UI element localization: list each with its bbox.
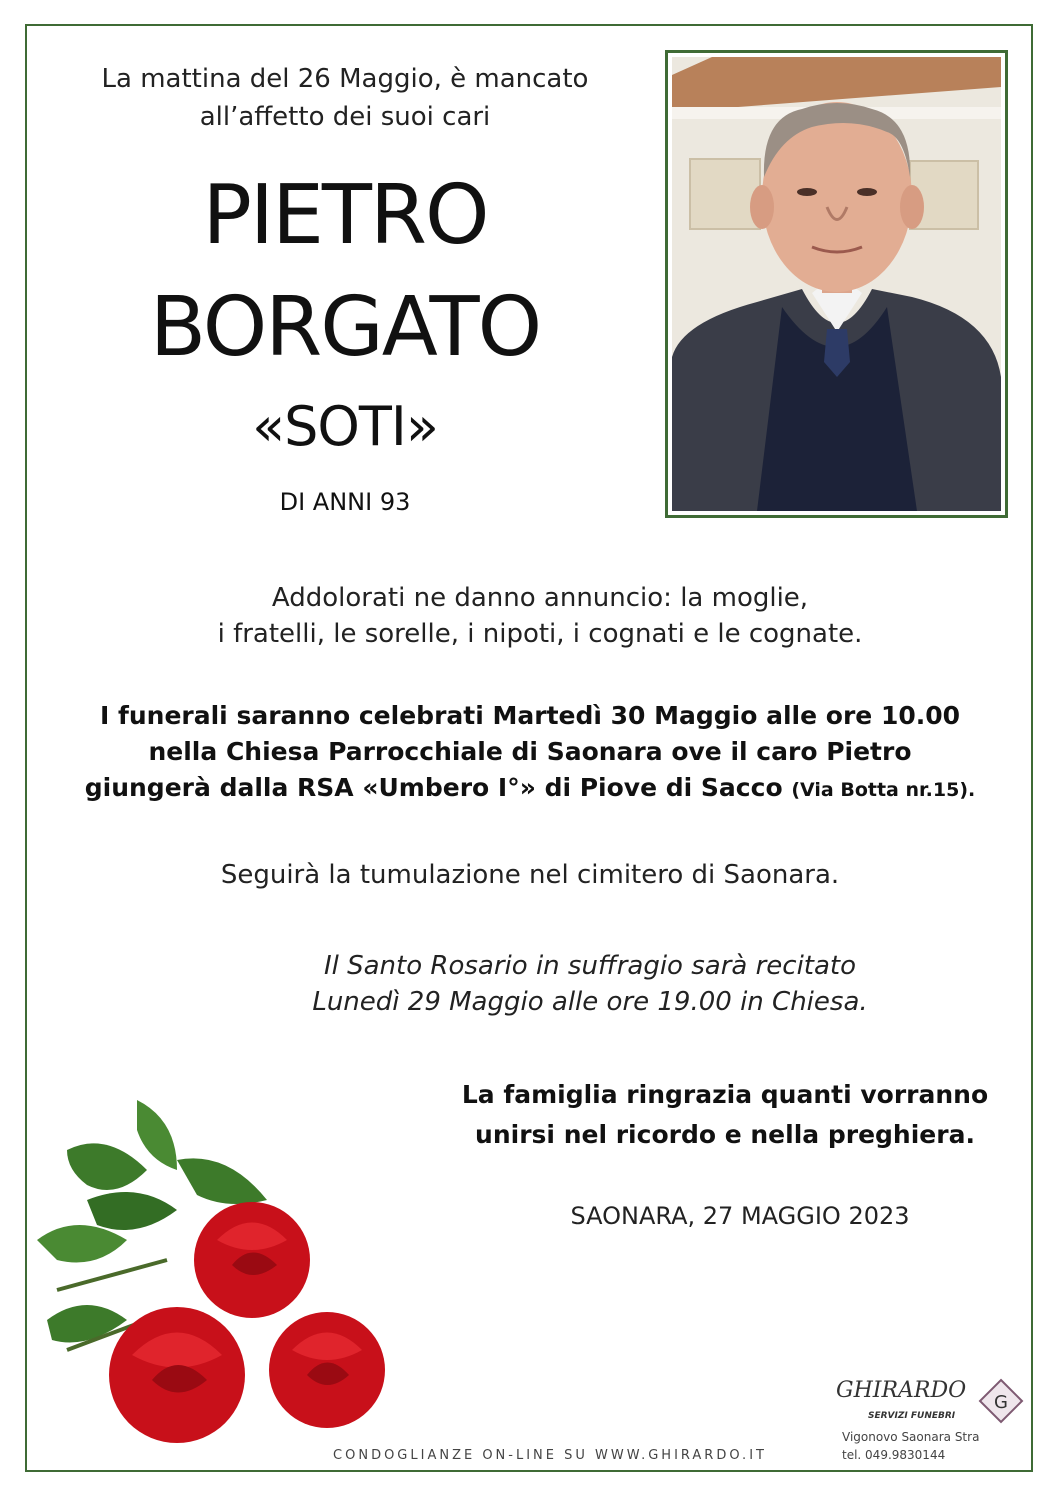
portrait-illustration: [672, 57, 1001, 511]
age: DI ANNI 93: [279, 488, 411, 516]
last-name: BORGATO: [149, 280, 541, 375]
company-tagline: SERVIZI FUNEBRI: [868, 1411, 956, 1421]
rosary-line-2: Lunedì 29 Maggio alle ore 19.00 in Chiesa.: [312, 987, 868, 1017]
intro-line-1: La mattina del 26 Maggio, è mancato: [101, 64, 589, 94]
funeral-line-2: nella Chiesa Parrocchiale di Saonara ove il caro Pietro: [148, 737, 912, 766]
first-name: PIETRO: [202, 168, 488, 263]
condolences-online: CONDOGLIANZE ON-LINE SU WWW.GHIRARDO.IT: [333, 1448, 767, 1463]
red-roses-image: [27, 1090, 407, 1474]
announcement-line-2: i fratelli, le sorelle, i nipoti, i cognati e le cognate.: [217, 619, 863, 649]
funeral-line-3-text: giungerà dalla RSA «Umbero I°» di Piove di Sacco: [84, 773, 783, 802]
logo-letter: G: [994, 1392, 1008, 1413]
announcement-line-1: Addolorati ne danno annuncio: la moglie,: [271, 583, 809, 613]
ghirardo-logo-icon: [978, 1378, 1024, 1428]
funeral-address: (Via Botta nr.15).: [791, 779, 976, 801]
funeral-line-3: [50, 770, 1010, 808]
place-date: SAONARA, 27 MAGGIO 2023: [570, 1202, 910, 1230]
thanks-line-2: unirsi nel ricordo e nella preghiera.: [475, 1120, 975, 1149]
company-phone: tel. 049.9830144: [842, 1448, 946, 1462]
family-thanks: [440, 1075, 1010, 1155]
funeral-line-1: I funerali saranno celebrati Martedì 30 Maggio alle ore 10.00: [99, 701, 961, 730]
nickname: «SOTI»: [252, 395, 438, 458]
funeral-details: [50, 698, 1010, 808]
intro-line-2: all’affetto dei suoi cari: [199, 102, 491, 132]
company-towns: Vigonovo Saonara Stra: [842, 1430, 980, 1444]
burial-text: Seguirà la tumulazione nel cimitero di Saonara.: [220, 860, 840, 890]
roses-illustration: [27, 1090, 407, 1470]
rosary-line-1: Il Santo Rosario in suffragio sarà recitato: [323, 951, 857, 981]
intro-text: [40, 60, 650, 136]
announcement: [80, 580, 1000, 652]
company-name: GHIRARDO: [836, 1378, 967, 1403]
rosary-text: [240, 948, 940, 1020]
portrait-photo: [665, 50, 1008, 518]
thanks-line-1: La famiglia ringrazia quanti vorranno: [461, 1080, 989, 1109]
